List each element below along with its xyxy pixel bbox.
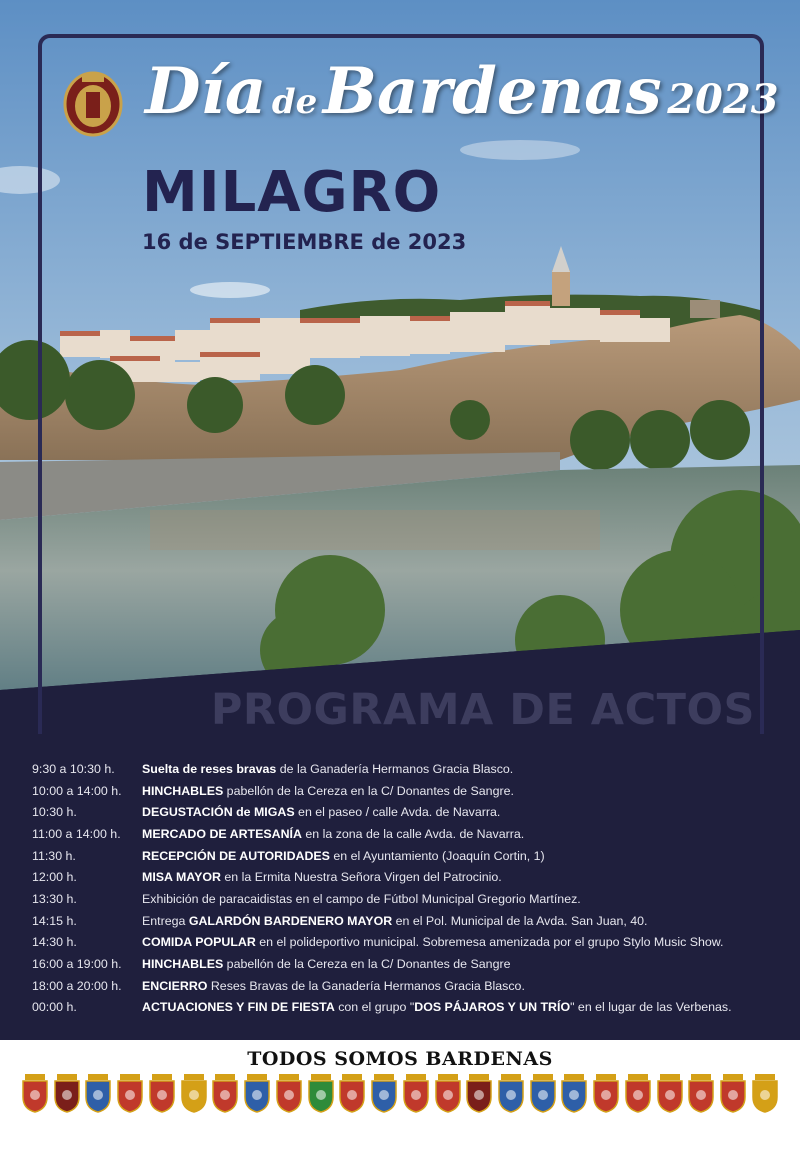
municipality-shield-icon: [686, 1073, 716, 1113]
municipality-shield-icon: [718, 1073, 748, 1113]
event-time: 14:30 h.: [32, 935, 77, 950]
event-text: Reses Bravas de la Ganadería Hermanos Gracia Blasco.: [207, 978, 525, 993]
event-time: 12:00 h.: [32, 870, 77, 885]
event-highlight: RECEPCIÓN DE AUTORIDADES: [142, 848, 330, 863]
municipality-shield-icon: [433, 1073, 463, 1113]
municipality-shield-icon: [115, 1073, 145, 1113]
municipality-shield-icon: [306, 1073, 336, 1113]
event-description: [142, 849, 545, 863]
event-text: pabellón de la Cereza en la C/ Donantes de Sangre.: [223, 783, 514, 798]
event-title: [145, 54, 779, 129]
event-text: en el polideportivo municipal. Sobremesa amenizada por el grupo Stylo Music Show.: [255, 935, 724, 950]
event-highlight: DEGUSTACIÓN de MIGAS: [142, 805, 295, 820]
schedule-row: [32, 888, 792, 910]
event-highlight: HINCHABLES: [142, 783, 224, 798]
event-highlight: HINCHABLES: [142, 957, 224, 972]
event-description: [142, 784, 514, 798]
schedule-row: [32, 823, 792, 845]
event-time: 11:30 h.: [32, 848, 76, 863]
municipality-shield-icon: [623, 1073, 653, 1113]
schedule-row: [32, 997, 792, 1019]
event-highlight: ENCIERRO: [142, 978, 208, 993]
municipality-shield-icon: [274, 1073, 304, 1113]
event-text: Entrega: [142, 913, 189, 928]
municipality-shield-icon: [210, 1073, 240, 1113]
event-description: [142, 935, 723, 949]
event-time: 16:00 a 19:00 h.: [32, 957, 122, 972]
municipality-shield-icon: [179, 1073, 209, 1113]
footer: [0, 1040, 800, 1156]
municipality-shield-icon: [559, 1073, 589, 1113]
municipality-shield-icon: [242, 1073, 272, 1113]
event-description: [142, 1000, 732, 1014]
schedule-row: [32, 758, 792, 780]
municipality-shield-icon: [369, 1073, 399, 1113]
event-text: de la Ganadería Hermanos Gracia Blasco.: [276, 761, 514, 776]
event-highlight: COMIDA POPULAR: [142, 935, 256, 950]
title-dia: Día: [145, 54, 267, 129]
event-description: [142, 762, 513, 776]
municipality-shield-icon: [52, 1073, 82, 1113]
event-text: pabellón de la Cereza en la C/ Donantes de Sangre: [223, 957, 511, 972]
event-highlight: GALARDÓN BARDENERO MAYOR: [188, 913, 393, 928]
event-text: Exhibición de paracaidistas en el campo de Fútbol Municipal Gregorio Martínez.: [142, 891, 581, 906]
photo-frame: [38, 34, 764, 734]
municipality-shield-icon: [147, 1073, 177, 1113]
event-time: 9:30 a 10:30 h.: [32, 761, 115, 776]
municipality-shield-icon: [655, 1073, 685, 1113]
schedule-row: [32, 975, 792, 997]
event-highlight: DOS PÁJAROS Y UN TRÍO: [414, 1000, 571, 1015]
footer-slogan: TODOS SOMOS BARDENAS: [247, 1048, 553, 1070]
event-description: [142, 827, 524, 841]
municipality-shield-icon: [83, 1073, 113, 1113]
schedule-row: [32, 910, 792, 932]
event-time: 00:00 h.: [32, 1000, 77, 1015]
town-name: MILAGRO: [142, 160, 442, 225]
event-text: en la Ermita Nuestra Señora Virgen del Patrocinio.: [220, 870, 502, 885]
municipality-shield-icon: [401, 1073, 431, 1113]
event-highlight: MISA MAYOR: [142, 870, 221, 885]
event-text: en la zona de la calle Avda. de Navarra.: [301, 826, 525, 841]
municipality-shield-icon: [496, 1073, 526, 1113]
title-year: 2023: [667, 76, 779, 123]
title-bardenas: Bardenas: [322, 54, 662, 129]
event-text: en el Pol. Municipal de la Avda. San Juan, 40.: [392, 913, 648, 928]
event-description: [142, 892, 581, 906]
municipality-shield-icon: [337, 1073, 367, 1113]
title-de: de: [271, 82, 318, 122]
event-text: en el Ayuntamiento (Joaquín Cortin, 1): [329, 848, 545, 863]
schedule-row: [32, 932, 792, 954]
town-crest-icon: [62, 70, 124, 138]
schedule-row: [32, 845, 792, 867]
event-description: [142, 805, 500, 819]
municipality-shield-icon: [528, 1073, 558, 1113]
event-highlight: ACTUACIONES Y FIN DE FIESTA: [142, 1000, 335, 1015]
event-time: 10:00 a 14:00 h.: [32, 783, 122, 798]
program-title: PROGRAMA DE ACTOS: [210, 685, 755, 735]
schedule-row: [32, 866, 792, 888]
event-time: 18:00 a 20:00 h.: [32, 978, 122, 993]
municipality-shield-icon: [591, 1073, 621, 1113]
event-text: con el grupo ": [334, 1000, 415, 1015]
municipality-shield-icon: [464, 1073, 494, 1113]
event-description: [142, 979, 525, 993]
municipality-shield-icon: [20, 1073, 50, 1113]
event-description: [142, 914, 647, 928]
event-text: " en el lugar de las Verbenas.: [570, 1000, 732, 1015]
event-description: [142, 870, 502, 884]
schedule-row: [32, 780, 792, 802]
event-date: 16 de SEPTIEMBRE de 2023: [142, 230, 467, 254]
event-description: [142, 957, 510, 971]
event-time: 11:00 a 14:00 h.: [32, 826, 121, 841]
event-highlight: MERCADO DE ARTESANÍA: [142, 826, 302, 841]
schedule-row: [32, 801, 792, 823]
event-time: 14:15 h.: [32, 913, 77, 928]
event-time: 13:30 h.: [32, 891, 77, 906]
event-time: 10:30 h.: [32, 805, 77, 820]
municipality-shield-icon: [750, 1073, 780, 1113]
municipality-shields: [20, 1073, 780, 1119]
event-highlight: Suelta de reses bravas: [142, 761, 277, 776]
schedule-row: [32, 953, 792, 975]
schedule-list: [32, 758, 792, 1018]
event-text: en el paseo / calle Avda. de Navarra.: [294, 805, 501, 820]
